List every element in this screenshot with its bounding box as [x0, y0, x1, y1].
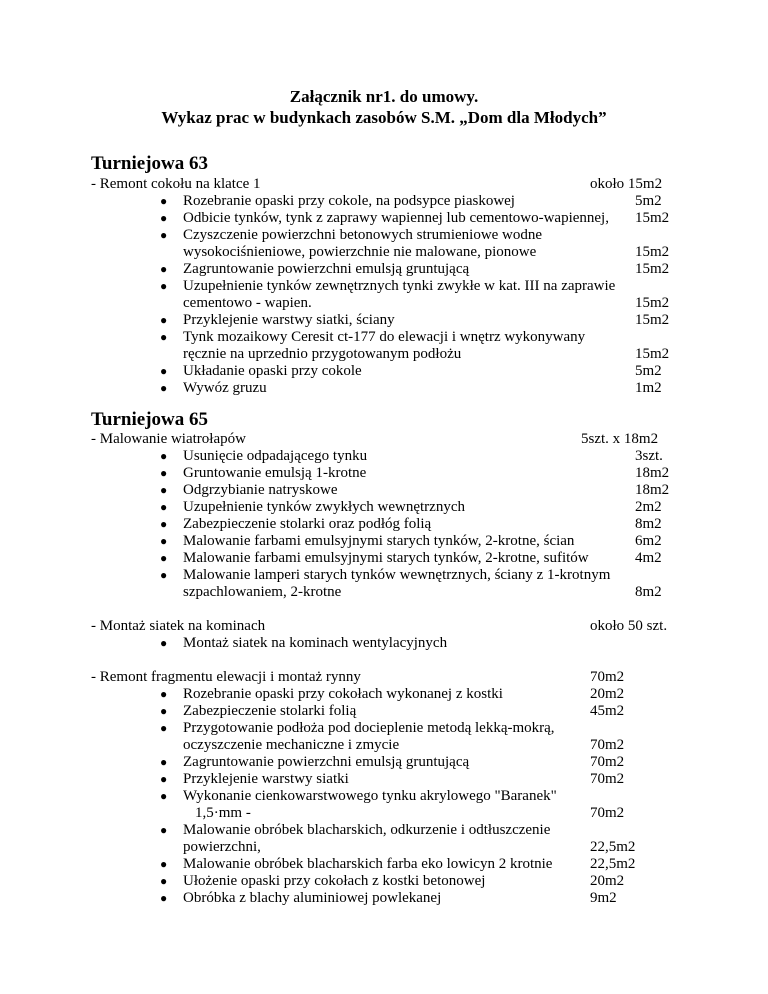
list-item-value: 22,5m2	[590, 839, 636, 855]
list-item-value: 15m2	[635, 261, 670, 277]
task-value: około 15m2	[590, 176, 663, 192]
list-item: Układanie opaski przy cokole	[183, 363, 362, 379]
task-value: około 50 szt.	[590, 618, 668, 634]
task-title: - Malowanie wiatrołapów	[91, 431, 246, 447]
bullet-icon: ●	[160, 194, 168, 208]
bullet-icon: ●	[160, 534, 168, 548]
list-item-value: 15m2	[635, 210, 670, 226]
list-item: Odbicie tynków, tynk z zaprawy wapiennej lub cementowo-wapiennej,	[183, 210, 609, 226]
section-heading-turniejowa-63: Turniejowa 63	[91, 153, 209, 174]
bullet-icon: ●	[160, 449, 168, 463]
list-item: Rozebranie opaski przy cokołach wykonanej z kostki	[183, 686, 503, 702]
list-item-value: 15m2	[635, 244, 670, 260]
bullet-icon: ●	[160, 823, 168, 837]
list-item: Odgrzybianie natryskowe	[183, 482, 338, 498]
list-item-value: 70m2	[590, 805, 625, 821]
list-item: Gruntowanie emulsją 1-krotne	[183, 465, 367, 481]
list-item: Przyklejenie warstwy siatki, ściany	[183, 312, 395, 328]
list-item-value: 18m2	[635, 482, 670, 498]
list-item-continuation: oczyszczenie mechaniczne i zmycie	[183, 737, 400, 753]
bullet-icon: ●	[160, 500, 168, 514]
list-item: Wywóz gruzu	[183, 380, 267, 396]
list-item: Usunięcie odpadającego tynku	[183, 448, 368, 464]
list-item: Przygotowanie podłoża pod docieplenie metodą lekką-mokrą,	[183, 720, 555, 736]
list-item: Rozebranie opaski przy cokole, na podsypce piaskowej	[183, 193, 515, 209]
list-item-value: 15m2	[635, 295, 670, 311]
bullet-icon: ●	[160, 279, 168, 293]
list-item: Zagruntowanie powierzchni emulsją gruntującą	[183, 754, 470, 770]
list-item: Tynk mozaikowy Ceresit ct-177 do elewacji i wnętrz wykonywany	[183, 329, 586, 345]
list-item-value: 4m2	[635, 550, 662, 566]
list-item: Obróbka z blachy aluminiowej powlekanej	[183, 890, 442, 906]
task-value: 5szt. x 18m2	[581, 431, 659, 447]
bullet-icon: ●	[160, 874, 168, 888]
bullet-icon: ●	[160, 789, 168, 803]
list-item-value: 22,5m2	[590, 856, 636, 872]
list-item-value: 5m2	[635, 363, 662, 379]
list-item: Malowanie farbami emulsyjnymi starych tynków, 2-krotne, ścian	[183, 533, 575, 549]
list-item-value: 15m2	[635, 312, 670, 328]
list-item-value: 70m2	[590, 754, 625, 770]
bullet-icon: ●	[160, 568, 168, 582]
bullet-icon: ●	[160, 721, 168, 735]
list-item-value: 6m2	[635, 533, 662, 549]
list-item-continuation: powierzchni,	[183, 839, 261, 855]
list-item: Zagruntowanie powierzchni emulsją gruntującą	[183, 261, 470, 277]
list-item-value: 15m2	[635, 346, 670, 362]
bullet-icon: ●	[160, 517, 168, 531]
list-item-continuation: ręcznie na uprzednio przygotowanym podłożu	[183, 346, 462, 362]
list-item-continuation: wysokociśnieniowe, powierzchnie nie malowane, pionowe	[183, 244, 537, 260]
bullet-icon: ●	[160, 636, 168, 650]
list-item-value: 20m2	[590, 873, 625, 889]
list-item-value: 45m2	[590, 703, 625, 719]
list-item: Montaż siatek na kominach wentylacyjnych	[183, 635, 448, 651]
list-item-value: 70m2	[590, 771, 625, 787]
list-item: Malowanie obróbek blacharskich farba eko lowicyn 2 krotnie	[183, 856, 553, 872]
list-item: Malowanie farbami emulsyjnymi starych tynków, 2-krotne, sufitów	[183, 550, 589, 566]
list-item-value: 70m2	[590, 737, 625, 753]
list-item: Czyszczenie powierzchni betonowych strumieniowe wodne	[183, 227, 543, 243]
list-item: Malowanie lamperi starych tynków wewnętrznych, ściany z 1-krotnym	[183, 567, 611, 583]
list-item-value: 3szt.	[635, 448, 663, 464]
bullet-icon: ●	[160, 211, 168, 225]
bullet-icon: ●	[160, 551, 168, 565]
task-title: - Montaż siatek na kominach	[91, 618, 266, 634]
list-item-value: 5m2	[635, 193, 662, 209]
list-item-value: 1m2	[635, 380, 662, 396]
bullet-icon: ●	[160, 381, 168, 395]
bullet-icon: ●	[160, 313, 168, 327]
list-item: Uzupełnienie tynków zewnętrznych tynki zwykłe w kat. III na zaprawie	[183, 278, 616, 294]
list-item: Malowanie obróbek blacharskich, odkurzenie i odtłuszczenie	[183, 822, 551, 838]
bullet-icon: ●	[160, 891, 168, 905]
list-item-value: 8m2	[635, 584, 662, 600]
bullet-icon: ●	[160, 228, 168, 242]
list-item-continuation: szpachlowaniem, 2-krotne	[183, 584, 342, 600]
list-item-value: 20m2	[590, 686, 625, 702]
bullet-icon: ●	[160, 330, 168, 344]
bullet-icon: ●	[160, 857, 168, 871]
bullet-icon: ●	[160, 262, 168, 276]
bullet-icon: ●	[160, 687, 168, 701]
bullet-icon: ●	[160, 772, 168, 786]
bullet-icon: ●	[160, 704, 168, 718]
bullet-icon: ●	[160, 483, 168, 497]
task-value: 70m2	[590, 669, 625, 685]
document-title-line-1: Załącznik nr1. do umowy.	[289, 87, 479, 106]
list-item-value: 9m2	[590, 890, 617, 906]
list-item: Uzupełnienie tynków zwykłych wewnętrznych	[183, 499, 465, 515]
document-title-line-2: Wykaz prac w budynkach zasobów S.M. „Dom dla Młodych”	[161, 108, 607, 127]
list-item-continuation: 1,5·mm -	[195, 805, 251, 821]
task-title: - Remont fragmentu elewacji i montaż rynny	[91, 669, 361, 685]
list-item: Zabezpieczenie stolarki oraz podłóg folią	[183, 516, 432, 532]
list-item: Przyklejenie warstwy siatki	[183, 771, 349, 787]
task-title: - Remont cokołu na klatce 1	[91, 176, 261, 192]
bullet-icon: ●	[160, 466, 168, 480]
list-item: Ułożenie opaski przy cokołach z kostki betonowej	[183, 873, 486, 889]
list-item-continuation: cementowo - wapien.	[183, 295, 312, 311]
bullet-icon: ●	[160, 364, 168, 378]
bullet-icon: ●	[160, 755, 168, 769]
list-item: Zabezpieczenie stolarki folią	[183, 703, 357, 719]
section-heading-turniejowa-65: Turniejowa 65	[91, 409, 209, 430]
list-item-value: 2m2	[635, 499, 662, 515]
list-item: Wykonanie cienkowarstwowego tynku akrylowego "Baranek"	[183, 788, 557, 804]
list-item-value: 18m2	[635, 465, 670, 481]
list-item-value: 8m2	[635, 516, 662, 532]
